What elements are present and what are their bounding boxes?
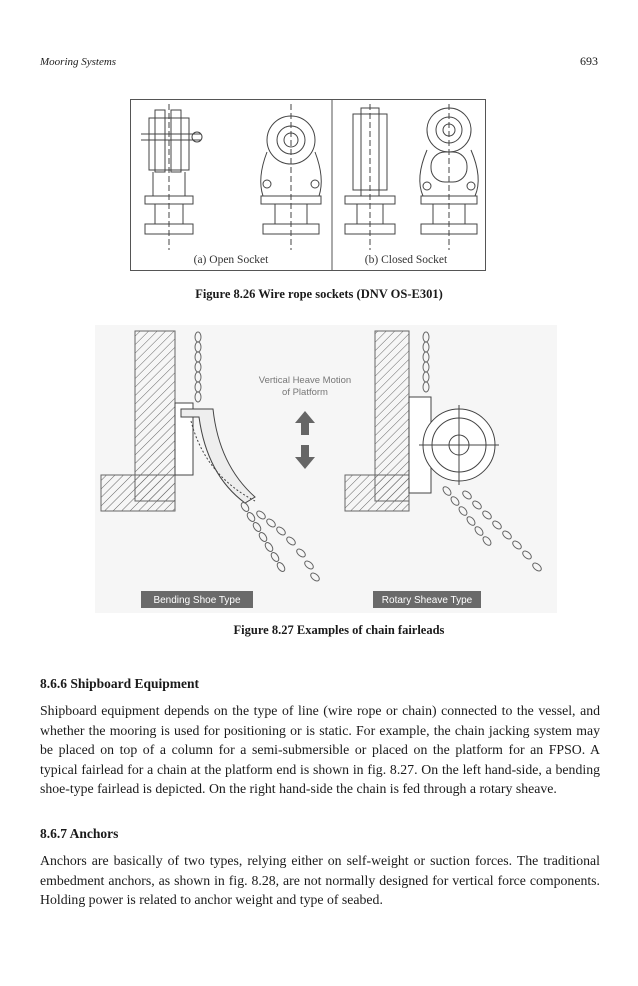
- heave-motion-label-line1: Vertical Heave Motion: [258, 375, 352, 386]
- rotary-sheave-fairlead-drawing: [345, 331, 543, 573]
- left-lower-chain: [240, 501, 321, 582]
- open-socket-side-drawing: [141, 104, 202, 250]
- closed-socket-front-drawing: [420, 104, 478, 250]
- right-upper-chain: [423, 332, 429, 392]
- bending-shoe-type-label: Bending Shoe Type: [153, 595, 241, 606]
- right-lower-chain: [441, 485, 542, 572]
- heave-motion-label-line2: of Platform: [282, 387, 328, 398]
- rotary-sheave-type-label: Rotary Sheave Type: [381, 595, 473, 606]
- section-heading-shipboard-equipment: 8.6.6 Shipboard Equipment: [40, 676, 200, 691]
- section-heading-anchors: 8.6.7 Anchors: [40, 826, 119, 841]
- panel-b-label: (b) Closed Socket: [364, 254, 448, 266]
- running-head: Mooring Systems: [40, 56, 117, 68]
- paragraph-shipboard-equipment: Shipboard equipment depends on the type of line (wire rope or chain) connected to the vessel, and whether the mooring is used for positioning or is static. For example, the chain jacking system may be placed on top of a column for a semi-submersible or placed on the platform for an FPSO. A typical fairlead for a chain at the platform end is shown in fig. 8.27. On the left hand-side, a bending shoe-type fairlead is depicted. On the right hand-side the chain is fed through a rotary sheave.: [40, 703, 600, 796]
- panel-a-label: (a) Open Socket: [193, 254, 269, 266]
- figure-chain-fairleads: [95, 325, 557, 613]
- up-arrow-icon: [295, 411, 315, 435]
- left-upper-chain: [195, 332, 201, 402]
- page-number: 693: [580, 54, 598, 68]
- open-socket-front-drawing: [261, 104, 322, 250]
- paragraph-anchors: Anchors are basically of two types, relying either on self-weight or suction forces. The traditional embedment anchors, as shown in fig. 8.28, are not normally designed for vertical force components. Holding power is related to anchor weight and type of seabed.: [40, 853, 600, 907]
- bending-shoe-fairlead-drawing: [101, 331, 321, 583]
- figure-8-27-caption: Figure 8.27 Examples of chain fairleads: [233, 623, 445, 637]
- figure-8-26-caption: Figure 8.26 Wire rope sockets (DNV OS-E301): [195, 287, 443, 301]
- down-arrow-icon: [295, 445, 315, 469]
- figure-wire-rope-sockets: [130, 99, 486, 271]
- closed-socket-side-drawing: [345, 104, 395, 250]
